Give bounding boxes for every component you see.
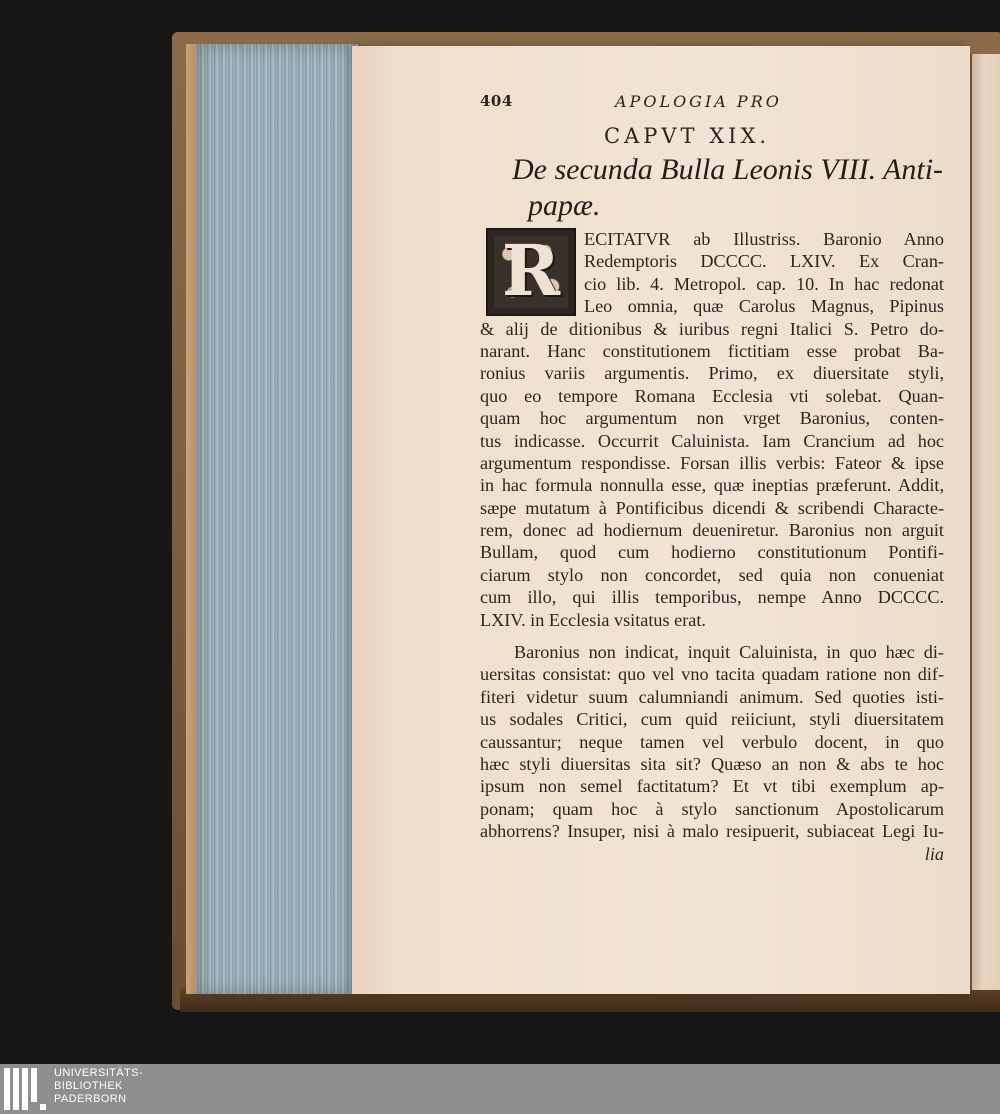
body-line: argumentum respondisse. Forsan illis verbis: Fateor & ipse [480, 452, 944, 473]
section-heading-line-1: De secunda Bulla Leonis VIII. Anti- [512, 153, 944, 186]
running-head [480, 92, 830, 114]
library-name [54, 1067, 143, 1106]
body-line: lia [924, 843, 944, 864]
body-line: quam hoc argumentum non vrget Baronius, conten- [480, 408, 944, 429]
library-name-line-3: PADERBORN [54, 1093, 127, 1105]
initial-letter: R [501, 229, 561, 312]
library-name-line-2: BIBLIOTHEK [54, 1080, 123, 1092]
body-line: quo eo tempore Romana Ecclesia vti solebat. Quan- [480, 385, 944, 406]
body-line: ponam; quam hoc à stylo sanctionum Apostolicarum [480, 798, 944, 819]
body-text [480, 228, 944, 865]
section-heading [512, 152, 952, 224]
page-block-binding [186, 44, 196, 994]
body-line: rem, donec ad hodiernum deueniretur. Baronius non arguit [480, 520, 944, 541]
body-line: Leo omnia, quæ Carolus Magnus, Pipinus [584, 296, 944, 317]
body-line: cio lib. 4. Metropol. cap. 10. In hac redonat [584, 273, 944, 294]
body-line: Bullam, quod cum hodierno constitutionum Pontifi- [480, 542, 944, 563]
body-line: narant. Hanc constitutionem fictitiam esse probat Ba- [480, 340, 944, 361]
body-line: hæc styli diuersitas sita sit? Quæso an non & abs te hoc [480, 753, 944, 774]
running-title: APOLOGIA PRO [615, 92, 782, 111]
body-line: & alij de ditionibus & iuribus regni Italici S. Petro do- [480, 318, 944, 339]
body-line: us sodales Critici, cum quid reiiciunt, styli diuersitatem [480, 709, 944, 730]
body-line: LXIV. in Ecclesia vsitatus erat. [480, 609, 706, 630]
library-logo-icon [4, 1068, 48, 1110]
body-line: Redemptoris DCCCC. LXIV. Ex Cran- [584, 251, 944, 272]
body-line: abhorrens? Insuper, nisi à malo resipuerit, subiaceat Legi Iu- [480, 821, 944, 842]
body-line: uersitas consistat: quo vel vno tacita quadam ratione non dif- [480, 664, 944, 685]
body-line: Baronius non indicat, inquit Caluinista, in quo hæc di- [514, 642, 944, 663]
body-line: ciarum stylo non concordet, sed quia non conueniat [480, 564, 944, 585]
library-footer [0, 1064, 1000, 1114]
body-line: tus indicasse. Occurrit Caluinista. Iam Crancium ad hoc [480, 430, 944, 451]
body-line: ipsum non semel factitatum? Et vt tibi exemplum ap- [480, 776, 944, 797]
page-number: 404 [480, 92, 513, 110]
body-line: fiteri videtur suum calumniandi animum. Sed quoties isti- [480, 686, 944, 707]
body-line: in hac formula nonnulla esse, quæ ineptias præferunt. Addit, [480, 475, 944, 496]
chapter-heading: CAPVT XIX. [604, 124, 771, 148]
section-heading-line-2: papæ. [528, 189, 601, 222]
body-line: caussantur; neque tamen vel verbulo docent, in quo [480, 731, 944, 752]
body-line: sæpe mutatum à Pontificibus dicendi & scribendi Characte- [480, 497, 944, 518]
body-line: ronius variis argumentis. Primo, ex diuersitate styli, [480, 363, 944, 384]
facing-page-edge [970, 54, 1000, 990]
library-name-line-1: UNIVERSITÄTS- [54, 1067, 143, 1079]
page-block-edge [186, 44, 360, 994]
paragraph-gap [480, 631, 944, 641]
body-line: cum illo, qui illis temporibus, nempe Anno DCCCC. [480, 587, 944, 608]
body-line: ECITATVR ab Illustriss. Baronio Anno [584, 229, 944, 249]
